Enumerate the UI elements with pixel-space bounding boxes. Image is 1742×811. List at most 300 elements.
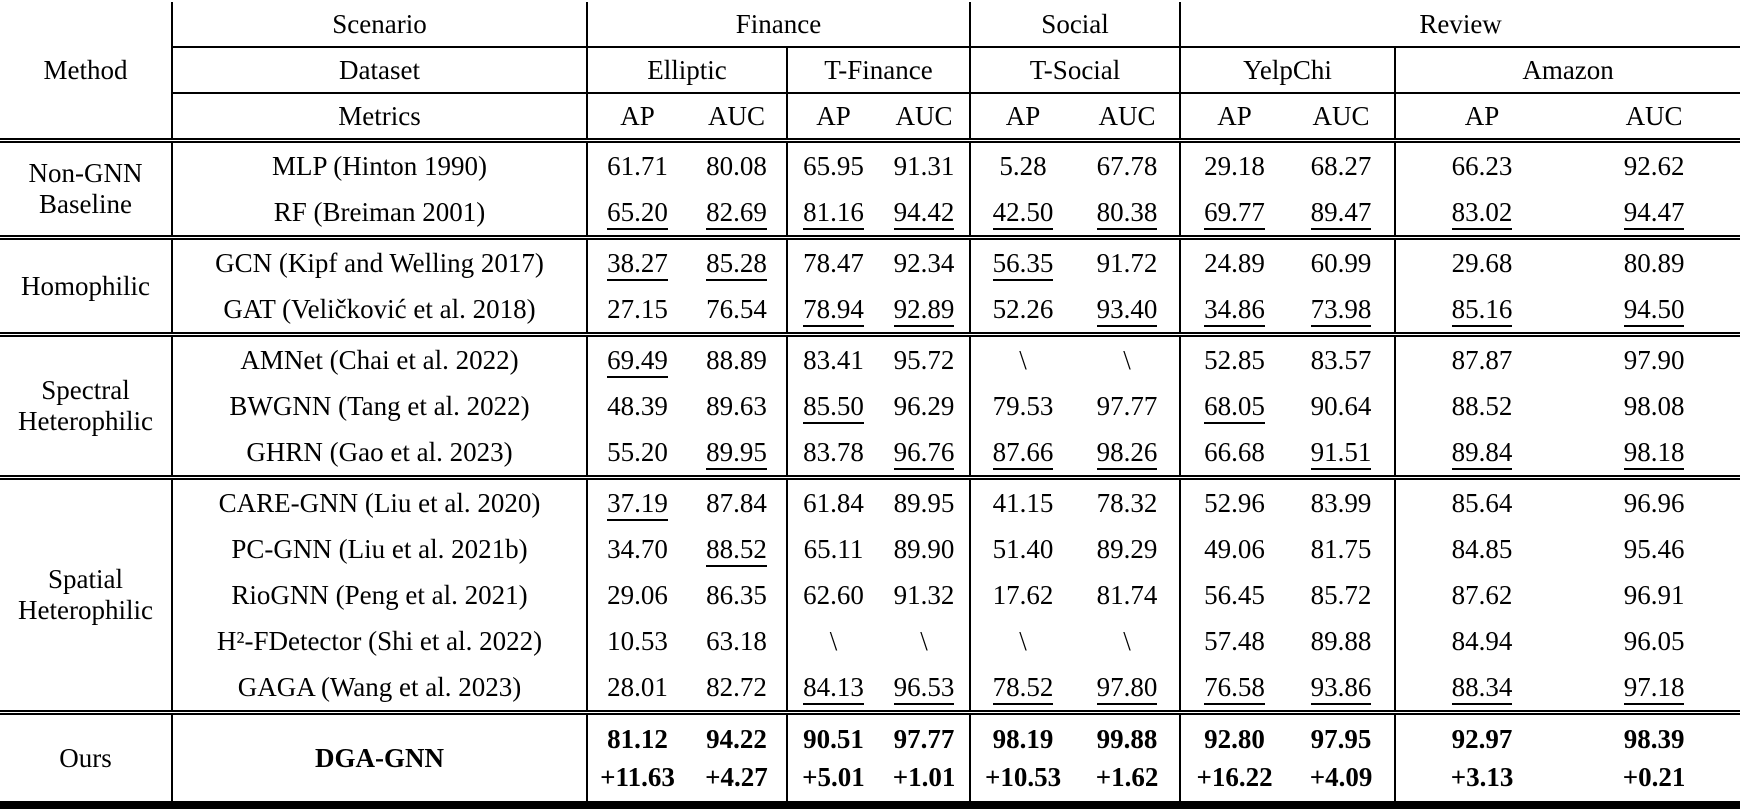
metric-value-cell <box>879 383 970 429</box>
table-row <box>0 335 1740 384</box>
metric-value: 65.95 <box>803 150 864 181</box>
metric-value: 34.86 <box>1204 294 1265 327</box>
ours-metric-cell <box>1288 713 1395 806</box>
metric-value: 92.89 <box>894 294 955 327</box>
metric-value-cell <box>1568 526 1740 572</box>
metric-value: 90.64 <box>1310 390 1372 421</box>
method-name: RioGNN (Peng et al. 2021) <box>172 572 587 618</box>
metric-value: 83.78 <box>803 436 864 467</box>
metric-value-cell <box>879 664 970 713</box>
metric-value-cell <box>1075 429 1180 478</box>
metric-value: 61.84 <box>803 487 864 518</box>
metric-value-cell <box>970 189 1075 238</box>
metric-value-cell <box>587 664 687 713</box>
metric-value-cell <box>970 478 1075 527</box>
metric-value-cell <box>787 572 879 618</box>
metric-value: 91.51 <box>1311 437 1372 470</box>
metric-value-cell <box>1180 189 1288 238</box>
table-row <box>0 383 1740 429</box>
metric-value-cell <box>687 618 787 664</box>
ours-metric-value: 98.19 <box>992 724 1054 754</box>
dataset-yelpchi: YelpChi <box>1180 47 1395 93</box>
metric-value-cell <box>687 238 787 287</box>
table-row <box>0 478 1740 527</box>
metric-value: 93.40 <box>1097 294 1158 327</box>
metric-value-cell <box>970 286 1075 335</box>
metric-value-cell <box>970 526 1075 572</box>
ours-metric-delta: +4.09 <box>1309 762 1373 792</box>
metric-value-cell <box>687 572 787 618</box>
metric-value-cell <box>1568 664 1740 713</box>
metric-value-cell <box>1075 238 1180 287</box>
method-group-label: Homophilic <box>0 238 172 335</box>
metric-value: 29.18 <box>1204 150 1265 181</box>
metric-value-cell <box>1568 383 1740 429</box>
ours-group-label: Ours <box>0 713 172 806</box>
method-name: GCN (Kipf and Welling 2017) <box>172 238 587 287</box>
metric-value-cell <box>1568 478 1740 527</box>
metric-value-cell <box>970 141 1075 190</box>
metric-value-cell <box>787 286 879 335</box>
metric-value-cell <box>879 526 970 572</box>
metric-value-cell <box>1395 335 1568 384</box>
metric-value-cell <box>1288 335 1395 384</box>
metric-value-cell <box>970 429 1075 478</box>
metric-value: 81.74 <box>1096 579 1158 610</box>
ours-metric-delta: +11.63 <box>600 762 675 792</box>
metric-value: 87.62 <box>1451 579 1513 610</box>
metric-value-cell <box>687 664 787 713</box>
metric-value-cell <box>1075 664 1180 713</box>
metric-value-cell <box>1075 572 1180 618</box>
metric-value-cell <box>687 478 787 527</box>
metric-value: 89.88 <box>1310 625 1372 656</box>
metric-value: \ <box>1123 344 1131 375</box>
ours-metric-delta: +0.21 <box>1622 762 1686 792</box>
metric-value-cell <box>587 238 687 287</box>
metric-value: 48.39 <box>607 390 668 421</box>
metric-value: 29.68 <box>1451 247 1513 278</box>
metric-value-cell <box>1395 429 1568 478</box>
metric-value: 78.32 <box>1096 487 1158 518</box>
metric-value-cell <box>1075 286 1180 335</box>
metric-value: 93.86 <box>1311 672 1372 705</box>
metric-value: \ <box>920 625 928 656</box>
metric-auc: AUC <box>879 93 970 141</box>
metric-value-cell <box>1180 335 1288 384</box>
metric-value: 82.69 <box>706 197 767 230</box>
metric-value-cell <box>687 383 787 429</box>
metric-value-cell <box>787 335 879 384</box>
metrics-header-row <box>0 93 1740 141</box>
metric-value-cell <box>1568 141 1740 190</box>
metric-value-cell <box>1180 383 1288 429</box>
metric-value-cell <box>970 238 1075 287</box>
metric-value-cell <box>1180 429 1288 478</box>
metric-value: 66.68 <box>1204 436 1265 467</box>
metric-value: 42.50 <box>993 197 1054 230</box>
metric-value: 97.77 <box>1096 390 1158 421</box>
metric-value-cell <box>1568 286 1740 335</box>
ours-metric-value: 97.95 <box>1310 724 1372 754</box>
metric-value: 51.40 <box>992 533 1054 564</box>
metric-value: 10.53 <box>607 625 668 656</box>
metric-value-cell <box>1075 618 1180 664</box>
metric-value: 5.28 <box>999 150 1047 181</box>
metric-value: 52.96 <box>1204 487 1265 518</box>
metric-value: 88.52 <box>706 534 767 567</box>
ours-metric-cell <box>1075 713 1180 806</box>
metric-value-cell <box>1180 141 1288 190</box>
ours-metric-value: 94.22 <box>706 724 767 754</box>
metric-value: 65.11 <box>803 533 864 564</box>
metric-value: 97.18 <box>1624 672 1685 705</box>
ours-metric-delta: +16.22 <box>1196 762 1273 792</box>
metric-value: 98.08 <box>1623 390 1685 421</box>
method-name: GHRN (Gao et al. 2023) <box>172 429 587 478</box>
results-table <box>0 2 1740 809</box>
metric-value-cell <box>970 664 1075 713</box>
metric-ap: AP <box>1180 93 1288 141</box>
metric-value-cell <box>787 238 879 287</box>
metric-value-cell <box>1288 526 1395 572</box>
table-row <box>0 664 1740 713</box>
metric-value-cell <box>1568 572 1740 618</box>
metric-value-cell <box>587 383 687 429</box>
metric-value-cell <box>1288 618 1395 664</box>
metric-value-cell <box>587 429 687 478</box>
method-group-label: Spectral Heterophilic <box>0 335 172 478</box>
metric-value: 83.41 <box>803 344 864 375</box>
table-row <box>0 526 1740 572</box>
metric-value-cell <box>879 618 970 664</box>
metric-value: 85.64 <box>1451 487 1513 518</box>
metric-value-cell <box>1395 238 1568 287</box>
metric-value-cell <box>1075 335 1180 384</box>
metric-value: 85.16 <box>1452 294 1513 327</box>
metric-value-cell <box>687 526 787 572</box>
metric-value: 96.91 <box>1623 579 1685 610</box>
metric-value: 94.42 <box>894 197 955 230</box>
metric-value-cell <box>1568 335 1740 384</box>
metric-value: 62.60 <box>803 579 864 610</box>
ours-metric-value: 98.39 <box>1623 724 1685 754</box>
metric-value-cell <box>1395 572 1568 618</box>
metric-value-cell <box>1395 141 1568 190</box>
ours-metric-delta: +3.13 <box>1450 762 1514 792</box>
metric-value-cell <box>787 429 879 478</box>
metric-value-cell <box>879 572 970 618</box>
metric-value: 92.34 <box>893 247 955 278</box>
metric-value-cell <box>879 429 970 478</box>
metric-value: 76.58 <box>1204 672 1265 705</box>
metric-value: 68.27 <box>1310 150 1372 181</box>
metric-value: 78.94 <box>803 294 864 327</box>
metric-value-cell <box>1288 664 1395 713</box>
ours-metric-cell <box>1568 713 1740 806</box>
metric-value: \ <box>1123 625 1131 656</box>
metric-value: 88.52 <box>1451 390 1513 421</box>
ours-metric-cell <box>1395 713 1568 806</box>
metric-value: 89.84 <box>1452 437 1513 470</box>
metric-value-cell <box>1288 478 1395 527</box>
metric-value-cell <box>1288 572 1395 618</box>
metric-value: 89.29 <box>1096 533 1158 564</box>
metric-auc: AUC <box>687 93 787 141</box>
metric-value-cell <box>879 478 970 527</box>
metric-value: 63.18 <box>706 625 767 656</box>
metric-value: 81.75 <box>1310 533 1372 564</box>
metric-value-cell <box>687 429 787 478</box>
metric-value-cell <box>1180 478 1288 527</box>
ours-metric-value: 97.77 <box>893 724 955 754</box>
metric-value: 80.38 <box>1097 197 1158 230</box>
metric-value: 82.72 <box>706 671 767 702</box>
metric-value: 85.50 <box>803 391 864 424</box>
metric-value: 81.16 <box>803 197 864 230</box>
metric-value: 94.47 <box>1624 197 1685 230</box>
metric-value: 83.99 <box>1310 487 1372 518</box>
metric-value: 84.85 <box>1451 533 1513 564</box>
metric-value: 89.95 <box>706 437 767 470</box>
metric-value-cell <box>1395 383 1568 429</box>
metric-value: 88.89 <box>706 344 767 375</box>
ours-metric-delta: +5.01 <box>802 762 865 792</box>
metric-value: 66.23 <box>1451 150 1513 181</box>
metric-value-cell <box>1568 238 1740 287</box>
metric-value: 96.05 <box>1623 625 1685 656</box>
metric-value-cell <box>1395 618 1568 664</box>
metrics-row-label: Metrics <box>172 93 587 141</box>
scenario-row-label: Scenario <box>172 2 587 47</box>
metric-value: 89.63 <box>706 390 767 421</box>
metric-value-cell <box>879 189 970 238</box>
metric-value-cell <box>879 238 970 287</box>
method-name: RF (Breiman 2001) <box>172 189 587 238</box>
metric-value: 34.70 <box>607 533 668 564</box>
metric-value: 78.47 <box>803 247 864 278</box>
table-row <box>0 429 1740 478</box>
metric-value: 95.72 <box>893 344 955 375</box>
ours-metric-cell <box>687 713 787 806</box>
metric-value-cell <box>1180 286 1288 335</box>
metric-value-cell <box>787 189 879 238</box>
method-group-label: Non-GNN Baseline <box>0 141 172 238</box>
ours-metric-value: 90.51 <box>803 724 864 754</box>
metric-value-cell <box>1395 526 1568 572</box>
metric-value: 91.31 <box>893 150 955 181</box>
ours-metric-delta: +4.27 <box>705 762 768 792</box>
metric-value-cell <box>1180 664 1288 713</box>
method-name: CARE-GNN (Liu et al. 2020) <box>172 478 587 527</box>
metric-value-cell <box>587 189 687 238</box>
metric-value: 85.28 <box>706 248 767 281</box>
metric-value-cell <box>1180 238 1288 287</box>
metric-value-cell <box>970 572 1075 618</box>
metric-value: 84.94 <box>1451 625 1513 656</box>
metric-value: 92.62 <box>1623 150 1685 181</box>
dataset-t-finance: T-Finance <box>787 47 970 93</box>
metric-value-cell <box>1288 286 1395 335</box>
metric-value-cell <box>587 286 687 335</box>
metric-value: 17.62 <box>992 579 1054 610</box>
ours-metric-delta: +10.53 <box>984 762 1062 792</box>
metric-value-cell <box>587 478 687 527</box>
method-name: AMNet (Chai et al. 2022) <box>172 335 587 384</box>
metric-value: 57.48 <box>1204 625 1265 656</box>
metric-value: 86.35 <box>706 579 767 610</box>
metric-value: 97.90 <box>1623 344 1685 375</box>
metric-value: 89.95 <box>893 487 955 518</box>
ours-metric-delta: +1.62 <box>1095 762 1159 792</box>
metric-value: 89.47 <box>1311 197 1372 230</box>
metric-value: 27.15 <box>607 293 668 324</box>
metric-value: 61.71 <box>607 150 668 181</box>
ours-metric-cell <box>587 713 687 806</box>
metric-value: 91.32 <box>893 579 955 610</box>
scenario-header-row <box>0 2 1740 47</box>
metric-value: 96.29 <box>893 390 955 421</box>
method-name: H²-FDetector (Shi et al. 2022) <box>172 618 587 664</box>
metric-value: 96.76 <box>894 437 955 470</box>
metric-value: 83.57 <box>1310 344 1372 375</box>
metric-value-cell <box>1288 141 1395 190</box>
metric-value-cell <box>1568 618 1740 664</box>
ours-method-name: DGA-GNN <box>172 713 587 806</box>
metric-value: 96.96 <box>1623 487 1685 518</box>
table-row <box>0 572 1740 618</box>
metric-value-cell <box>787 383 879 429</box>
metric-value-cell <box>1075 141 1180 190</box>
metric-value-cell <box>879 286 970 335</box>
metric-value: 80.08 <box>706 150 767 181</box>
ours-metric-value: 92.80 <box>1204 724 1265 754</box>
metric-value: 76.54 <box>706 293 767 324</box>
method-column-header: Method <box>0 2 172 141</box>
dataset-t-social: T-Social <box>970 47 1180 93</box>
metric-value-cell <box>1075 189 1180 238</box>
metric-value-cell <box>587 572 687 618</box>
metric-value-cell <box>1288 189 1395 238</box>
ours-metric-value: 81.12 <box>607 724 668 754</box>
ours-metric-cell <box>970 713 1075 806</box>
metric-ap: AP <box>1395 93 1568 141</box>
metric-value-cell <box>787 141 879 190</box>
metric-value: 98.26 <box>1097 437 1158 470</box>
dataset-amazon: Amazon <box>1395 47 1740 93</box>
metric-value-cell <box>1180 618 1288 664</box>
metric-value: 87.66 <box>993 437 1054 470</box>
ours-metric-cell <box>1180 713 1288 806</box>
metric-value: 52.26 <box>992 293 1054 324</box>
metric-ap: AP <box>787 93 879 141</box>
metric-value-cell <box>1395 189 1568 238</box>
metric-value-cell <box>1288 429 1395 478</box>
metric-value-cell <box>879 141 970 190</box>
table-body <box>0 141 1740 806</box>
dataset-elliptic: Elliptic <box>587 47 787 93</box>
metric-value: 98.18 <box>1624 437 1685 470</box>
metric-auc: AUC <box>1075 93 1180 141</box>
metric-value: 89.90 <box>893 533 955 564</box>
metric-value: \ <box>1019 625 1027 656</box>
metric-value-cell <box>687 141 787 190</box>
method-name: GAT (Veličković et al. 2018) <box>172 286 587 335</box>
metric-value-cell <box>687 189 787 238</box>
metric-value: 79.53 <box>992 390 1054 421</box>
metric-value: 56.45 <box>1204 579 1265 610</box>
metric-value: 96.53 <box>894 672 955 705</box>
metric-value-cell <box>587 618 687 664</box>
metric-value-cell <box>970 383 1075 429</box>
metric-value: 65.20 <box>607 197 668 230</box>
metric-value: 56.35 <box>993 248 1054 281</box>
table-row <box>0 618 1740 664</box>
metric-ap: AP <box>970 93 1075 141</box>
metric-value: \ <box>1019 344 1027 375</box>
metric-value: 83.02 <box>1452 197 1513 230</box>
metric-value: 94.50 <box>1624 294 1685 327</box>
ours-metric-cell <box>879 713 970 806</box>
metric-value: 80.89 <box>1623 247 1685 278</box>
metric-value: 69.49 <box>607 345 668 378</box>
metric-value: 91.72 <box>1096 247 1158 278</box>
metric-value: 29.06 <box>607 579 668 610</box>
metric-value-cell <box>1075 478 1180 527</box>
metric-value-cell <box>787 618 879 664</box>
metric-value-cell <box>1568 189 1740 238</box>
table-row <box>0 286 1740 335</box>
metric-value: 55.20 <box>607 436 668 467</box>
ours-metric-delta: +1.01 <box>892 762 956 792</box>
method-name: BWGNN (Tang et al. 2022) <box>172 383 587 429</box>
method-name: GAGA (Wang et al. 2023) <box>172 664 587 713</box>
table-row <box>0 189 1740 238</box>
scenario-social: Social <box>970 2 1180 47</box>
metric-value: 67.78 <box>1096 150 1158 181</box>
metric-value-cell <box>1395 286 1568 335</box>
metric-value-cell <box>970 335 1075 384</box>
metric-value-cell <box>1395 664 1568 713</box>
metric-value-cell <box>787 526 879 572</box>
metric-value: 97.80 <box>1097 672 1158 705</box>
metric-value-cell <box>1180 526 1288 572</box>
metric-value-cell <box>787 478 879 527</box>
scenario-finance: Finance <box>587 2 970 47</box>
metric-value: 87.84 <box>706 487 767 518</box>
table-row <box>0 238 1740 287</box>
metric-value-cell <box>1288 238 1395 287</box>
method-group-label: Spatial Heterophilic <box>0 478 172 713</box>
metric-value: 37.19 <box>607 488 668 521</box>
metric-value-cell <box>687 286 787 335</box>
metric-value: 52.85 <box>1204 344 1265 375</box>
metric-value: 78.52 <box>993 672 1054 705</box>
dataset-header-row <box>0 47 1740 93</box>
metric-value-cell <box>1568 429 1740 478</box>
metric-value: 88.34 <box>1452 672 1513 705</box>
scenario-review: Review <box>1180 2 1740 47</box>
metric-value-cell <box>1075 526 1180 572</box>
metric-value: 38.27 <box>607 248 668 281</box>
metric-auc: AUC <box>1288 93 1395 141</box>
metric-value-cell <box>787 664 879 713</box>
metric-ap: AP <box>587 93 687 141</box>
metric-value: 87.87 <box>1451 344 1513 375</box>
ours-metric-value: 92.97 <box>1451 724 1513 754</box>
metric-value: 73.98 <box>1311 294 1372 327</box>
metric-value-cell <box>1180 572 1288 618</box>
